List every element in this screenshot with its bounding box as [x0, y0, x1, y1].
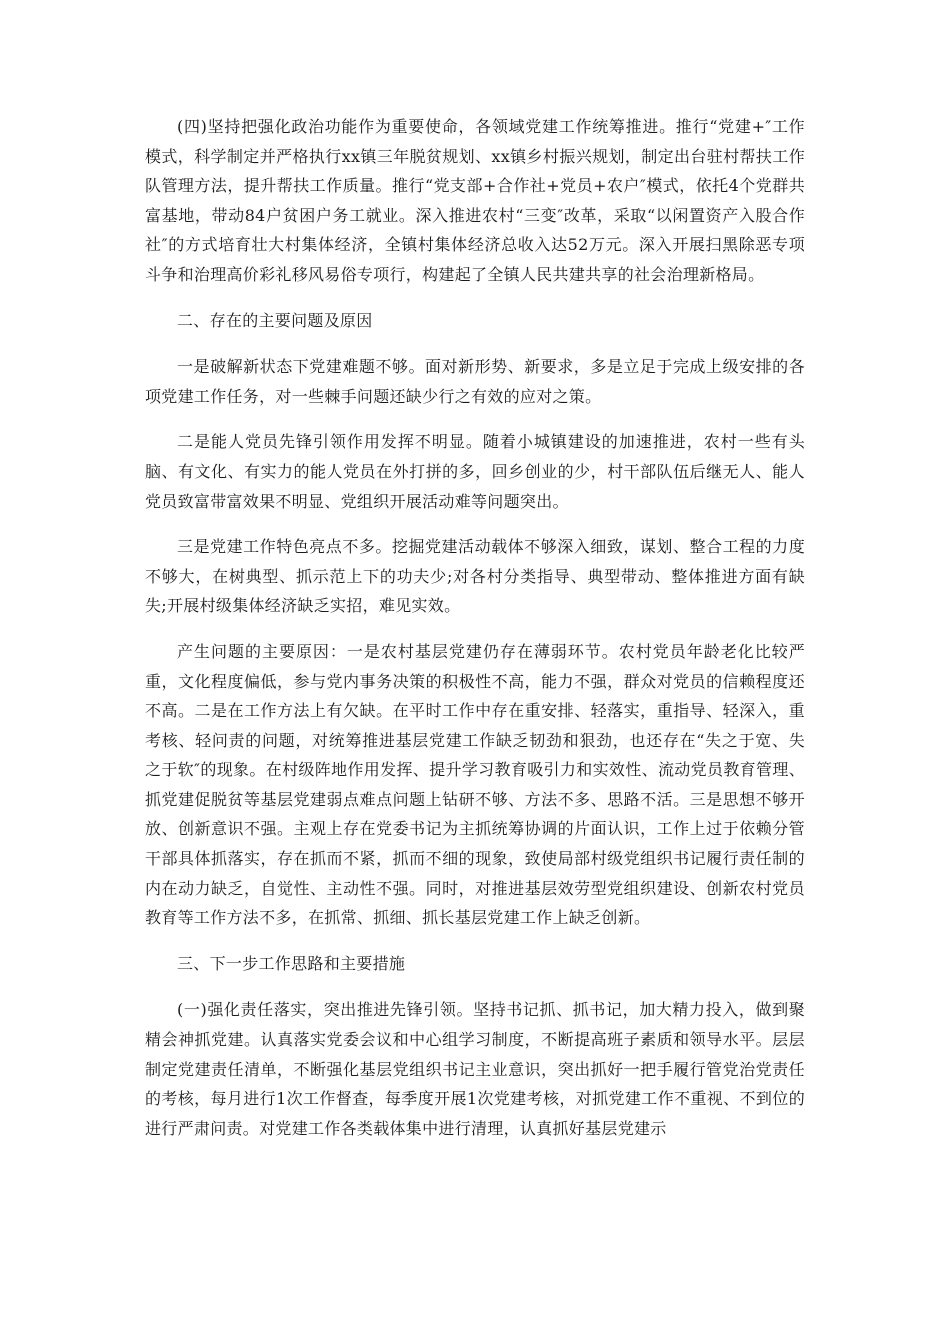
paragraph-problem-one: 一是破解新状态下党建难题不够。面对新形势、新要求，多是立足于完成上级安排的各项党建工作任务，对一些棘手问题还缺少行之有效的应对之策。: [145, 357, 805, 406]
paragraph-problem-three: 三是党建工作特色亮点不多。挖掘党建活动载体不够深入细致，谋划、整合工程的力度不够大，在树典型、抓示范上下的功夫少;对各村分类指导、典型带动、整体推进方面有缺失;开展村级集体经济缺乏实招，难见实效。: [145, 537, 805, 616]
heading-next-steps: 三、下一步工作思路和主要措施: [177, 953, 406, 973]
paragraph-measure-one: (一)强化责任落实，突出推进先锋引领。坚持书记抓、抓书记，加大精力投入，做到聚精会神抓党建。认真落实党委会议和中心组学习制度，不断提高班子素质和领导水平。层层制定党建责任清单，不断强化基层党组织书记主业意识，突出抓好一把手履行管党治党责任的考核，每月进行1次工作督查，每季度开展1次党建考核，对抓党建工作不重视、不到位的进行严肃问责。对党建工作各类载体集中进行清理，认真抓好基层党建示: [145, 1000, 805, 1138]
paragraph-main-causes: 产生问题的主要原因：一是农村基层党建仍存在薄弱环节。农村党员年龄老化比较严重，文化程度偏低，参与党内事务决策的积极性不高，能力不强，群众对党员的信赖程度还不高。二是在工作方法上有欠缺。在平时工作中存在重安排、轻落实，重指导、轻深入，重考核、轻问责的问题，对统筹推进基层党建工作缺乏韧劲和狠劲，也还存在“失之于宽、失之于软″的现象。在村级阵地作用发挥、提升学习教育吸引力和实效性、流动党员教育管理、抓党建促脱贫等基层党建弱点难点问题上钻研不够、方法不多、思路不活。三是思想不够开放、创新意识不强。主观上存在党委书记为主抓统筹协调的片面认识，工作上过于依赖分管干部具体抓落实，存在抓而不紧，抓而不细的现象，致使局部村级党组织书记履行责任制的内在动力缺乏，自觉性、主动性不强。同时，对推进基层效劳型党组织建设、创新农村党员教育等工作方法不多，在抓常、抓细、抓长基层党建工作上缺乏创新。: [145, 641, 805, 928]
heading-problems-and-causes: 二、存在的主要问题及原因: [177, 310, 373, 330]
paragraph-problem-two: 二是能人党员先锋引领作用发挥不明显。随着小城镇建设的加速推进，农村一些有头脑、有文化、有实力的能人党员在外打拼的多，回乡创业的少，村干部队伍后继无人、能人党员致富带富效果不明显、党组织开展活动难等问题突出。: [145, 432, 805, 511]
document-body: [145, 112, 805, 1143]
paragraph-section-four: (四)坚持把强化政治功能作为重要使命，各领域党建工作统筹推进。推行“党建+″工作模式，科学制定并严格执行xx镇三年脱贫规划、xx镇乡村振兴规划，制定出台驻村帮扶工作队管理方法，提升帮扶工作质量。推行“党支部+合作社+党员+农户″模式，依托4个党群共富基地，带动84户贫困户务工就业。深入推进农村“三变″改革，采取“以闲置资产入股合作社″的方式培育壮大村集体经济，全镇村集体经济总收入达52万元。深入开展扫黑除恶专项斗争和治理高价彩礼移风易俗专项行，构建起了全镇人民共建共享的社会治理新格局。: [145, 117, 805, 284]
